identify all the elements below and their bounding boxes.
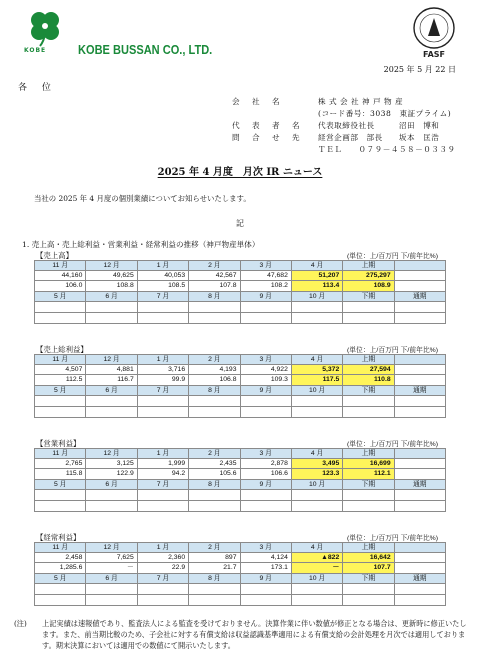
block-title: 【営業利益】 — [36, 439, 81, 448]
ratio-cell: 108.5 — [137, 281, 188, 291]
value-cell: 2,435 — [189, 459, 240, 469]
sender-info — [232, 96, 456, 156]
month-header: 4 月 — [291, 355, 342, 365]
month-header: 通期 — [394, 291, 445, 301]
ratio-cell: 173.1 — [240, 563, 291, 573]
block-sales — [34, 250, 446, 324]
month-header: 9 月 — [240, 573, 291, 583]
ki-marker: 記 — [236, 219, 244, 228]
empty-cell — [189, 406, 240, 417]
month-header: 5 月 — [35, 385, 86, 395]
ratio-cell: 122.9 — [86, 469, 137, 479]
value-cell: 4,922 — [240, 365, 291, 375]
block-header — [34, 532, 446, 542]
value-cell: 49,625 — [86, 271, 137, 281]
table-header-row — [35, 355, 446, 365]
logo-wordmark: KOBE — [24, 47, 47, 54]
month-header: 8 月 — [189, 479, 240, 489]
empty-cell — [35, 406, 86, 417]
empty-cell — [86, 500, 137, 511]
table-header-row — [35, 449, 446, 459]
table-row-empty — [35, 395, 446, 406]
empty-cell — [343, 489, 394, 500]
sender-label: 会 社 名 — [232, 97, 285, 106]
table-row-empty — [35, 312, 446, 323]
ratio-cell: 113.4 — [291, 281, 342, 291]
company-name: KOBE BUSSAN CO., LTD. — [78, 42, 213, 57]
empty-cell — [86, 406, 137, 417]
month-header: 上期 — [343, 355, 394, 365]
ratio-cell: 107.7 — [343, 563, 394, 573]
value-cell: 42,567 — [189, 271, 240, 281]
empty-cell — [240, 594, 291, 605]
value-cell: 275,297 — [343, 271, 394, 281]
empty-cell — [35, 301, 86, 312]
empty-cell — [86, 489, 137, 500]
empty-cell — [137, 594, 188, 605]
month-header: 12 月 — [86, 261, 137, 271]
ratio-cell: 108.8 — [86, 281, 137, 291]
month-header: 3 月 — [240, 355, 291, 365]
sender-value: 経営企画部 部長 坂本 匡浩 — [318, 133, 440, 142]
sender-value: (コード番号：3038 東証プライム) — [318, 109, 452, 118]
empty-cell — [35, 395, 86, 406]
empty-cell — [86, 395, 137, 406]
ratio-cell: 1,285.6 — [35, 563, 86, 573]
empty-cell — [291, 312, 342, 323]
month-header: 10 月 — [291, 479, 342, 489]
empty-cell — [343, 301, 394, 312]
empty-cell — [35, 312, 86, 323]
empty-cell — [137, 395, 188, 406]
month-header: 7 月 — [137, 573, 188, 583]
sender-label — [232, 144, 318, 156]
value-cell: 7,625 — [86, 553, 137, 563]
table-row-empty — [35, 583, 446, 594]
block-ordinary-profit — [34, 532, 446, 606]
empty-cell — [35, 594, 86, 605]
empty-cell — [137, 301, 188, 312]
section-heading: 1. 売上高・売上総利益・営業利益・経常利益の推移（神戸物産単体） — [22, 240, 260, 249]
sender-value: 代表取締役社長 沼田 博和 — [318, 121, 440, 130]
month-header: 12 月 — [86, 355, 137, 365]
empty-cell — [137, 312, 188, 323]
empty-cell — [394, 583, 445, 594]
empty-cell — [86, 301, 137, 312]
empty-cell — [189, 594, 240, 605]
empty-cell — [240, 489, 291, 500]
blank-cell — [394, 563, 445, 573]
month-header: 9 月 — [240, 291, 291, 301]
value-cell: 1,999 — [137, 459, 188, 469]
empty-cell — [86, 312, 137, 323]
empty-cell — [137, 406, 188, 417]
value-cell: 44,160 — [35, 271, 86, 281]
empty-cell — [394, 594, 445, 605]
empty-cell — [291, 583, 342, 594]
month-header: 1 月 — [137, 449, 188, 459]
empty-cell — [35, 500, 86, 511]
value-cell: 3,495 — [291, 459, 342, 469]
month-header: 4 月 — [291, 261, 342, 271]
blank-header-cell — [394, 543, 445, 553]
month-header: 下期 — [343, 385, 394, 395]
month-header: 10 月 — [291, 573, 342, 583]
blank-header-cell — [394, 261, 445, 271]
empty-cell — [394, 489, 445, 500]
month-header: 5 月 — [35, 479, 86, 489]
value-cell: 40,053 — [137, 271, 188, 281]
footnote-label: (注) — [14, 619, 27, 628]
month-header: 3 月 — [240, 449, 291, 459]
empty-cell — [240, 406, 291, 417]
month-header: 通期 — [394, 385, 445, 395]
ratio-cell: 112.1 — [343, 469, 394, 479]
month-header: 下期 — [343, 479, 394, 489]
month-header: 11 月 — [35, 261, 86, 271]
sender-row — [232, 108, 456, 120]
ratio-cell: 116.7 — [86, 375, 137, 385]
value-cell: 3,716 — [137, 365, 188, 375]
table-row-empty — [35, 489, 446, 500]
empty-cell — [291, 594, 342, 605]
month-header: 6 月 — [86, 479, 137, 489]
table-row — [35, 459, 446, 469]
value-cell: 16,642 — [343, 553, 394, 563]
month-header: 8 月 — [189, 573, 240, 583]
month-header: 6 月 — [86, 385, 137, 395]
empty-cell — [86, 583, 137, 594]
unit-label: (単位：上/百万円 下/前年比%) — [346, 253, 438, 260]
month-header: 11 月 — [35, 543, 86, 553]
clover-logo-icon — [28, 10, 62, 50]
blank-cell — [394, 469, 445, 479]
sender-value: 株 式 会 社 神 戸 物 産 — [318, 97, 404, 106]
ratio-cell: － — [86, 563, 137, 573]
month-header: 8 月 — [189, 291, 240, 301]
ratio-cell: 94.2 — [137, 469, 188, 479]
ratio-cell: 105.6 — [189, 469, 240, 479]
sender-label: 問 合 せ 先 — [232, 133, 305, 142]
empty-cell — [240, 583, 291, 594]
value-cell: 2,360 — [137, 553, 188, 563]
blank-cell — [394, 271, 445, 281]
table-row — [35, 365, 446, 375]
empty-cell — [35, 583, 86, 594]
empty-cell — [394, 312, 445, 323]
footnote-body: 上記実績は速報値であり、監査法人による監査を受けておりません。決算作業に伴い数値が修正となる場合は、更新時に修正いたします。また、前当期比較のため、子会社に対する有償支給は収益認識基準適用による有償支給の会計処理を月次では適用しております。期末決算においては適用での数値にて開示いたします。 — [42, 619, 467, 650]
table-row — [35, 553, 446, 563]
empty-cell — [240, 500, 291, 511]
empty-cell — [291, 395, 342, 406]
ratio-cell: 107.8 — [189, 281, 240, 291]
value-cell: 2,765 — [35, 459, 86, 469]
blank-cell — [394, 553, 445, 563]
month-header: 通期 — [394, 479, 445, 489]
table-row — [35, 563, 446, 573]
month-header: 10 月 — [291, 291, 342, 301]
metrics-table — [34, 542, 446, 606]
empty-cell — [137, 500, 188, 511]
addressee: 各 位 — [18, 83, 57, 93]
empty-cell — [240, 312, 291, 323]
table-row — [35, 375, 446, 385]
month-header: 11 月 — [35, 355, 86, 365]
month-header: 上期 — [343, 449, 394, 459]
month-header: 12 月 — [86, 449, 137, 459]
empty-cell — [291, 489, 342, 500]
empty-cell — [137, 489, 188, 500]
table-header-row — [35, 573, 446, 583]
table-header-row — [35, 543, 446, 553]
month-header: 11 月 — [35, 449, 86, 459]
empty-cell — [240, 395, 291, 406]
month-header: 1 月 — [137, 355, 188, 365]
value-cell: 4,881 — [86, 365, 137, 375]
ratio-cell: 110.8 — [343, 375, 394, 385]
month-header: 上期 — [343, 543, 394, 553]
empty-cell — [189, 583, 240, 594]
month-header: 1 月 — [137, 261, 188, 271]
month-header: 1 月 — [137, 543, 188, 553]
table-row — [35, 281, 446, 291]
table-header-row — [35, 479, 446, 489]
month-header: 4 月 — [291, 543, 342, 553]
empty-cell — [189, 500, 240, 511]
month-header: 2 月 — [189, 543, 240, 553]
ratio-cell: 99.9 — [137, 375, 188, 385]
value-cell: 51,207 — [291, 271, 342, 281]
month-header: 3 月 — [240, 543, 291, 553]
month-header: 7 月 — [137, 385, 188, 395]
month-header: 上期 — [343, 261, 394, 271]
table-header-row — [35, 261, 446, 271]
empty-cell — [86, 594, 137, 605]
block-title: 【経常利益】 — [36, 533, 81, 542]
blank-cell — [394, 281, 445, 291]
table-row — [35, 271, 446, 281]
ratio-cell: 106.0 — [35, 281, 86, 291]
ratio-cell: 109.3 — [240, 375, 291, 385]
value-cell: 897 — [189, 553, 240, 563]
month-header: 2 月 — [189, 449, 240, 459]
fasf-badge-icon — [412, 6, 456, 60]
issue-date: 2025 年 5 月 22 日 — [383, 65, 456, 74]
blank-header-cell — [394, 449, 445, 459]
value-cell: 4,124 — [240, 553, 291, 563]
block-operating-profit — [34, 438, 446, 512]
blank-cell — [394, 459, 445, 469]
block-header — [34, 344, 446, 354]
ratio-cell: 108.9 — [343, 281, 394, 291]
empty-cell — [343, 500, 394, 511]
blank-cell — [394, 365, 445, 375]
value-cell: 2,878 — [240, 459, 291, 469]
empty-cell — [35, 489, 86, 500]
ratio-cell: 112.5 — [35, 375, 86, 385]
ratio-cell: 106.8 — [189, 375, 240, 385]
table-header-row — [35, 291, 446, 301]
table-row-empty — [35, 301, 446, 312]
value-cell: 2,458 — [35, 553, 86, 563]
month-header: 6 月 — [86, 291, 137, 301]
value-cell: ▲822 — [291, 553, 342, 563]
value-cell: 47,682 — [240, 271, 291, 281]
table-row-empty — [35, 594, 446, 605]
empty-cell — [343, 594, 394, 605]
empty-cell — [394, 500, 445, 511]
month-header: 下期 — [343, 573, 394, 583]
month-header: 9 月 — [240, 479, 291, 489]
month-header: 2 月 — [189, 355, 240, 365]
empty-cell — [343, 312, 394, 323]
month-header: 6 月 — [86, 573, 137, 583]
sender-label: 代 表 者 名 — [232, 121, 305, 130]
month-header: 5 月 — [35, 291, 86, 301]
table-row-empty — [35, 500, 446, 511]
footnote — [14, 618, 468, 651]
month-header: 10 月 — [291, 385, 342, 395]
document-title: 2025 年 4 月度 月次 IR ニュース — [157, 167, 323, 178]
empty-cell — [291, 500, 342, 511]
empty-cell — [394, 406, 445, 417]
metrics-table — [34, 354, 446, 418]
empty-cell — [189, 395, 240, 406]
block-title: 【売上総利益】 — [36, 345, 88, 354]
empty-cell — [394, 301, 445, 312]
ratio-cell: 123.3 — [291, 469, 342, 479]
sender-label — [232, 108, 318, 120]
sender-row — [232, 132, 456, 144]
empty-cell — [137, 583, 188, 594]
unit-label: (単位：上/百万円 下/前年比%) — [346, 347, 438, 354]
table-header-row — [35, 385, 446, 395]
empty-cell — [189, 301, 240, 312]
month-header: 3 月 — [240, 261, 291, 271]
metrics-table — [34, 260, 446, 324]
sender-value: ＴＥＬ ０７９－４５８－０３３９ — [318, 145, 456, 154]
ratio-cell: 117.5 — [291, 375, 342, 385]
value-cell: 5,372 — [291, 365, 342, 375]
month-header: 下期 — [343, 291, 394, 301]
empty-cell — [291, 406, 342, 417]
block-title: 【売上高】 — [36, 251, 73, 260]
value-cell: 3,125 — [86, 459, 137, 469]
unit-label: (単位：上/百万円 下/前年比%) — [346, 441, 438, 448]
unit-label: (単位：上/百万円 下/前年比%) — [346, 535, 438, 542]
empty-cell — [240, 301, 291, 312]
month-header: 12 月 — [86, 543, 137, 553]
blank-header-cell — [394, 355, 445, 365]
table-row — [35, 469, 446, 479]
month-header: 5 月 — [35, 573, 86, 583]
ratio-cell: － — [291, 563, 342, 573]
month-header: 2 月 — [189, 261, 240, 271]
sender-row — [232, 120, 456, 132]
value-cell: 4,193 — [189, 365, 240, 375]
month-header: 9 月 — [240, 385, 291, 395]
table-row-empty — [35, 406, 446, 417]
month-header: 7 月 — [137, 291, 188, 301]
value-cell: 16,699 — [343, 459, 394, 469]
fasf-badge-label: FASF — [423, 50, 445, 59]
empty-cell — [343, 583, 394, 594]
empty-cell — [394, 395, 445, 406]
sender-row — [232, 96, 456, 108]
empty-cell — [189, 489, 240, 500]
block-header — [34, 438, 446, 448]
ratio-cell: 106.6 — [240, 469, 291, 479]
ratio-cell: 22.9 — [137, 563, 188, 573]
metrics-table — [34, 448, 446, 512]
month-header: 7 月 — [137, 479, 188, 489]
month-header: 8 月 — [189, 385, 240, 395]
value-cell: 27,594 — [343, 365, 394, 375]
empty-cell — [343, 395, 394, 406]
ratio-cell: 108.2 — [240, 281, 291, 291]
month-header: 通期 — [394, 573, 445, 583]
block-header — [34, 250, 446, 260]
ratio-cell: 21.7 — [189, 563, 240, 573]
empty-cell — [343, 406, 394, 417]
intro-text: 当社の 2025 年 4 月度の個別業績についてお知らせいたします。 — [34, 194, 251, 203]
empty-cell — [189, 312, 240, 323]
blank-cell — [394, 375, 445, 385]
empty-cell — [291, 301, 342, 312]
value-cell: 4,507 — [35, 365, 86, 375]
block-gross-profit — [34, 344, 446, 418]
sender-row — [232, 144, 456, 156]
ratio-cell: 115.8 — [35, 469, 86, 479]
month-header: 4 月 — [291, 449, 342, 459]
